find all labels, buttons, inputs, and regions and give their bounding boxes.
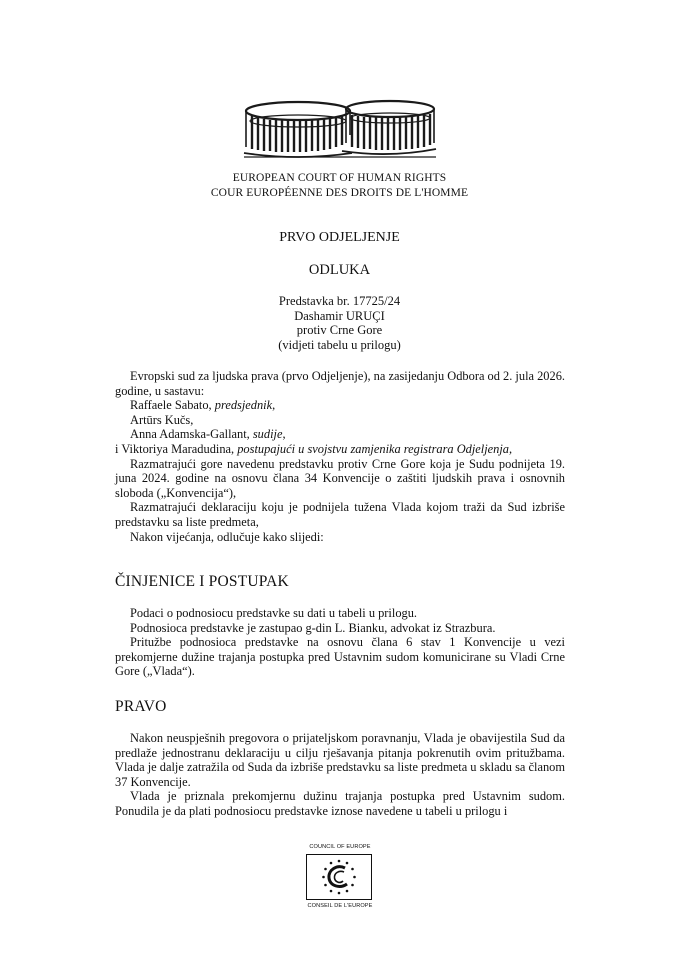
facts-paragraph-3: Pritužbe podnosioca predstavke na osnovu člana 6 stav 1 Konvencije u vezi prekomjerne dužine trajanja postupka pred Ustavnim sudom komunicirane su Vladi Crne Gore („Vlada“).: [115, 635, 565, 679]
intro-paragraph-2: Razmatrajući deklaraciju koju je podnijela tužena Vlada kojom traži da Sud izbriše predstavku sa liste predmeta,: [115, 500, 565, 529]
intro-paragraph-1: Razmatrajući gore navedenu predstavku protiv Crne Gore koja je Sudu podnijeta 19. juna 2024. godine na osnovu člana 34 Konvencije o zaštiti ljudskih prava i osnovnih sloboda („Konvencija“),: [115, 456, 565, 500]
judge-3: [115, 427, 565, 442]
deputy-registrar: [115, 442, 565, 457]
applicant-name: Dashamir URUÇI: [294, 308, 385, 323]
judge-2: [115, 413, 565, 428]
registrar-name: i Viktoriya Maradudina,: [115, 441, 235, 456]
judge1-punct: ,: [272, 398, 276, 413]
law-heading: PRAVO: [115, 698, 167, 715]
law-section: [115, 731, 565, 819]
judge-president: [115, 398, 565, 413]
intro-section: [115, 369, 565, 544]
judge3-role: sudije: [252, 427, 283, 442]
judge1-role: predsjednik: [214, 398, 273, 413]
court-name-fr: COUR EUROPÉENNE DES DROITS DE L'HOMME: [210, 187, 469, 199]
facts-paragraph-1: Podaci o podnosiocu predstavke su dati u tabeli u prilogu.: [130, 606, 417, 620]
judge3-name: Anna Adamska-Gallant,: [130, 427, 250, 442]
facts-section: [115, 606, 565, 679]
section-title: PRVO ODJELJENJE: [279, 230, 400, 245]
judge3-punct: ,: [282, 427, 286, 442]
facts-paragraph-2: Podnosioca predstavke je zastupao g-din L. Bianku, advokat iz Strazbura.: [130, 620, 496, 635]
judge2-name: Artūrs Kučs,: [130, 412, 194, 427]
intro-paragraph-3: Nakon vijećanja, odlučuje kako slijedi:: [130, 529, 324, 544]
case-info: [0, 294, 679, 352]
document-type-title: ODLUKA: [308, 262, 371, 278]
council-of-europe-logo: [303, 844, 377, 914]
echr-building-logo-icon: [240, 95, 440, 165]
see-table-note: (vidjeti tabelu u prilogu): [278, 337, 401, 352]
coe-top-text: COUNCIL OF EUROPE: [309, 844, 371, 850]
law-paragraph-1: Nakon neuspješnih pregovora o prijateljskom poravnanju, Vlada je obavijestila Sud da predlaže jednostranu deklaraciju u cilju rješavanja pitanja pokrenutih ovim pritužbama. Vlada je dalje zatražila od Suda da izbriše predstavku sa liste predmeta u skladu sa članom 37 Konvencije.: [115, 731, 565, 789]
judge1-name: Raffaele Sabato,: [130, 398, 212, 413]
coe-bottom-text: CONSEIL DE L'EUROPE: [307, 903, 373, 909]
facts-heading: ČINJENICE I POSTUPAK: [115, 573, 289, 590]
court-name-en: EUROPEAN COURT OF HUMAN RIGHTS: [232, 172, 447, 184]
respondent-state: protiv Crne Gore: [296, 323, 383, 338]
registrar-role: postupajući u svojstvu zamjenika registrara Odjeljenja,: [237, 441, 513, 456]
law-paragraph-2: Vlada je priznala prekomjernu dužinu trajanja postupka pred Ustavnim sudom. Ponudila je da plati podnosiocu predstavke iznose navedene u tabeli u prilogu i: [115, 789, 565, 818]
intro-opening: Evropski sud za ljudska prava (prvo Odjeljenje), na zasijedanju Odbora od 2. jula 2026. godine, u sastavu:: [115, 369, 565, 398]
council-of-europe-stars-logo-icon: [306, 854, 372, 900]
application-number: Predstavka br. 17725/24: [278, 294, 401, 308]
